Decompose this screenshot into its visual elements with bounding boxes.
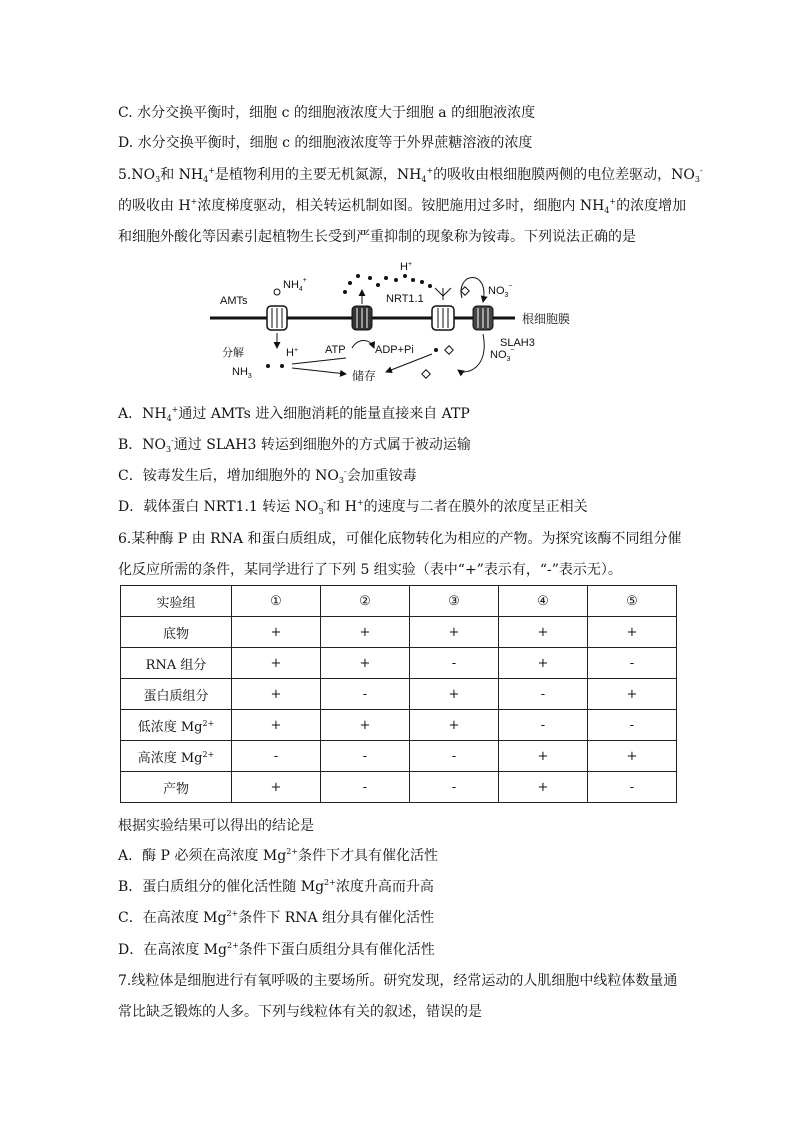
table-cell: + [321,617,410,648]
table-cell: + [588,741,677,772]
table-cell: + [321,710,410,741]
q4-option-c: C. 水分交换平衡时，细胞 c 的细胞液浓度大于细胞 a 的细胞液浓度 [118,105,536,121]
table-cell: + [499,772,588,803]
nrt-label: NRT1.1 [386,293,424,305]
no3-diamond-top [461,287,469,295]
experiment-table [120,585,677,803]
table-cell: + [410,617,499,648]
table-cell: + [588,617,677,648]
slah3-label: SLAH3 [500,337,535,349]
table-cell: + [499,617,588,648]
table-row [121,741,677,772]
row-label: 底物 [121,617,232,648]
nh4-marker [274,289,280,295]
q6-option-d: D．在高浓度 $Mg^{2+}$条件下蛋白质组分具有催化活性 [118,941,435,958]
h-dot-nrt [434,348,438,352]
row-label: 低浓度 $Mg^{2+}$ [121,710,232,741]
nh3-dot [266,364,270,368]
table-header-cell: ⑤ [588,586,677,617]
h-dot-inside [280,364,284,368]
table-cell: - [410,741,499,772]
no3-top-label: $NO_3^-$ [488,283,513,299]
atp-arrow [352,341,374,349]
table-cell: + [410,710,499,741]
table-cell: + [410,679,499,710]
q6-stem-line1: 6.某种酶 P 由 RNA 和蛋白质组成，可催化底物转化为相应的产物。为探究该酶不同组分催 [118,531,682,547]
table-row [121,648,677,679]
proton-pump [352,306,372,330]
row-label: 蛋白质组分 [121,679,232,710]
table-cell: - [321,741,410,772]
slah3-channel [473,306,493,330]
table-row [121,772,677,803]
table-cell: - [588,772,677,803]
q5-option-c: C．铵毒发生后，增加细胞外的 $NO_3^-$会加重铵毒 [118,467,417,485]
to-storage-arrow-2 [386,354,432,372]
table-row [121,617,677,648]
table-cell: - [321,772,410,803]
q6-option-c: C．在高浓度 $Mg^{2+}$条件下 RNA 组分具有催化活性 [118,909,435,926]
amts-label: AMTs [220,295,248,307]
table-header-cell: ③ [410,586,499,617]
q6-stem-line2: 化反应所需的条件，某同学进行了下列 5 组实验（表中“+”表示有，“-”表示无）。 [118,562,622,578]
storage-label: 储存 [352,369,377,383]
q6-option-a: A．酶 P 必须在高浓度 $Mg^{2+}$条件下才具有催化活性 [118,847,438,864]
table-cell: - [588,648,677,679]
nrt-transporter [432,306,454,330]
row-label: 高浓度 $Mg^{2+}$ [121,741,232,772]
h-inside-label: H+ [286,347,299,359]
nh4-label: $NH_4^+$ [283,277,307,293]
proton-dots [343,274,432,294]
row-label: 产物 [121,772,232,803]
table-cell: - [499,710,588,741]
table-cell: - [588,710,677,741]
table-cell: - [321,679,410,710]
membrane-label: 根细胞膜 [522,312,571,326]
table-cell: + [232,772,321,803]
decompose-label: 分解 [222,346,244,359]
to-storage-arrow-1 [292,368,346,374]
h-outside-label: H+ [400,261,413,273]
table-cell: + [588,679,677,710]
q6-option-b: B．蛋白质组分的催化活性随 $Mg^{2+}$浓度升高而升高 [118,878,434,895]
no3-bottom-label: $NO_3^-$ [490,347,515,363]
atp-label: ATP [325,344,346,356]
table-cell: + [499,648,588,679]
q5-option-d: D．载体蛋白 NRT1.1 转运 $NO_3^-$和 H+的速度与二者在膜外的浓度呈正相关 [118,498,588,516]
nh3-label: $NH_3$ [232,366,252,380]
q5-stem-line3: 和细胞外酸化等因素引起植物生长受到严重抑制的现象称为铵毒。下列说法正确的是 [118,229,636,245]
table-cell: + [232,648,321,679]
table-header-cell: ① [232,586,321,617]
table-cell: - [410,772,499,803]
table-cell: + [499,741,588,772]
table-cell: - [499,679,588,710]
row-label: RNA 组分 [121,648,232,679]
table-header-cell: ④ [499,586,588,617]
q5-stem-line1: $5.NO_3$和 $NH_4^+$是植物利用的主要无机氮源，$NH_4^+$的吸收由根细胞膜两侧的电位差驱动，$NO_3^-$ [118,166,703,184]
table-cell: + [232,710,321,741]
adp-label: ADP+Pi [375,344,414,356]
table-header-cell: 实验组 [121,586,232,617]
q4-option-d: D. 水分交换平衡时，细胞 c 的细胞液浓度等于外界蔗糖溶液的浓度 [118,135,533,151]
transport-diagram [200,258,620,388]
table-header-cell: ② [321,586,410,617]
table-row [121,710,677,741]
table-cell: + [232,679,321,710]
table-cell: - [410,648,499,679]
table-cell: - [232,741,321,772]
q5-stem-line2: 的吸收由 H+浓度梯度驱动，相关转运机制如图。铵肥施用过多时，细胞内 $NH_4^+$的浓度增加 [118,197,687,215]
q7-stem-line2: 常比缺乏锻炼的人多。下列与线粒体有关的叙述，错误的是 [118,1004,482,1020]
q5-option-b: B．$NO_3^-$通过 SLAH3 转运到细胞外的方式属于被动运输 [118,436,471,454]
table-cell: + [321,648,410,679]
no3-diamond-mid [445,346,453,354]
no3-diamond-low [422,370,430,378]
q6-conclusion-prompt: 根据实验结果可以得出的结论是 [118,818,314,834]
table-header-row [121,586,677,617]
table-cell: + [232,617,321,648]
amts-channel [267,306,287,330]
q7-stem-line1: 7.线粒体是细胞进行有氧呼吸的主要场所。研究发现，经常运动的人肌细胞中线粒体数量通 [118,973,678,989]
table-row [121,679,677,710]
no3-bottom-loop [458,334,484,372]
q5-option-a: A．$NH_4^+$通过 AMTs 进入细胞消耗的能量直接来自 ATP [118,405,470,423]
to-atp-arrow [292,358,346,364]
